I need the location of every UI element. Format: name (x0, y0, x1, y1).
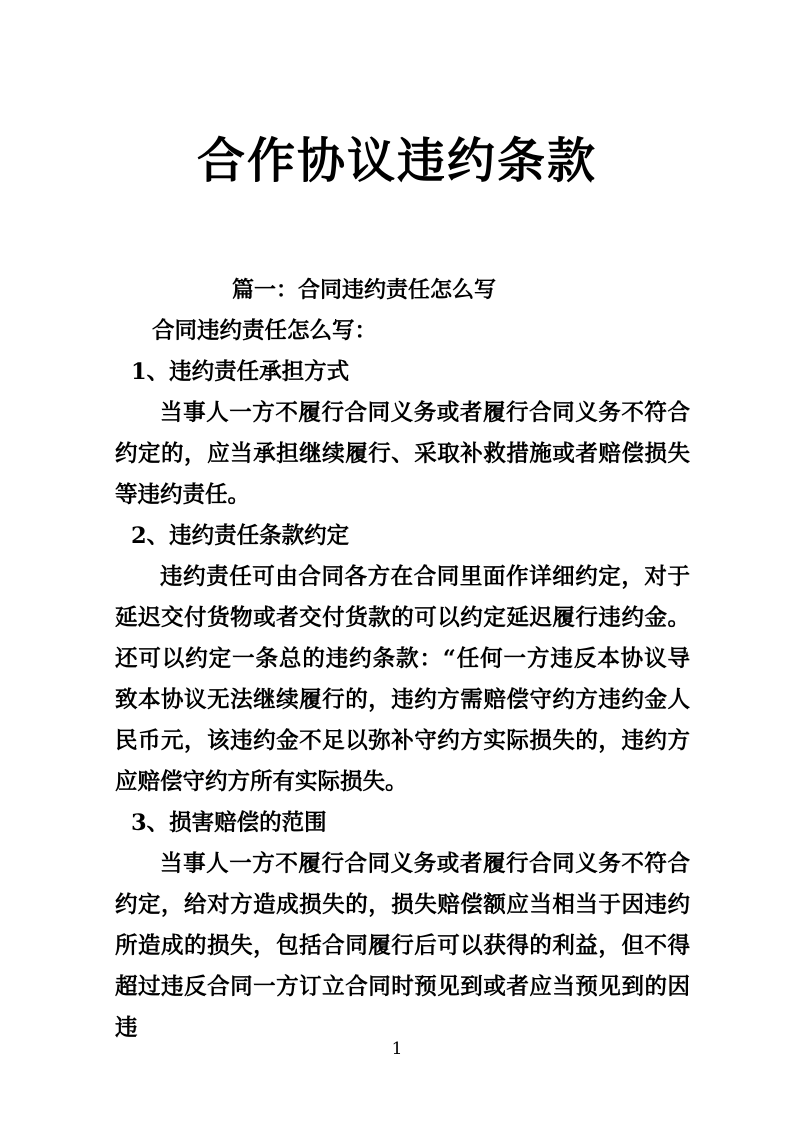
item-1-paragraph: 当事人一方不履行合同义务或者履行合同义务不符合约定的，应当承担继续履行、采取补救措施或者赔偿损失等违约责任。 (115, 400, 690, 508)
document-body (115, 270, 690, 1049)
document-title: 合作协议违约条款 (196, 133, 597, 189)
lead-heading: 篇一：合同违约责任怎么写 (232, 277, 497, 303)
item-3-heading: 3、损害赔偿的范围 (131, 810, 327, 836)
item-1-heading: 1、违约责任承担方式 (131, 359, 350, 385)
item-2-heading: 2、违约责任条款约定 (131, 523, 350, 549)
item-2-paragraph: 违约责任可由合同各方在合同里面作详细约定，对于延迟交付货物或者交付货款的可以约定延迟履行违约金。还可以约定一条总的违约条款：“任何一方违反本协议导致本协议无法继续履行的，违约方需赔偿守约方违约金人民币元，该违约金不足以弥补守约方实际损失的，违约方应赔偿守约方所有实际损失。 (115, 564, 690, 795)
sub-heading: 合同违约责任怎么写： (152, 318, 378, 344)
item-3-paragraph: 当事人一方不履行合同义务或者履行合同义务不符合约定，给对方造成损失的，损失赔偿额应当相当于因违约所造成的损失，包括合同履行后可以获得的利益，但不得超过违反合同一方订立合同时预见到或者应当预见到的因违 (115, 851, 690, 1041)
page-number: 1 (391, 1039, 403, 1059)
